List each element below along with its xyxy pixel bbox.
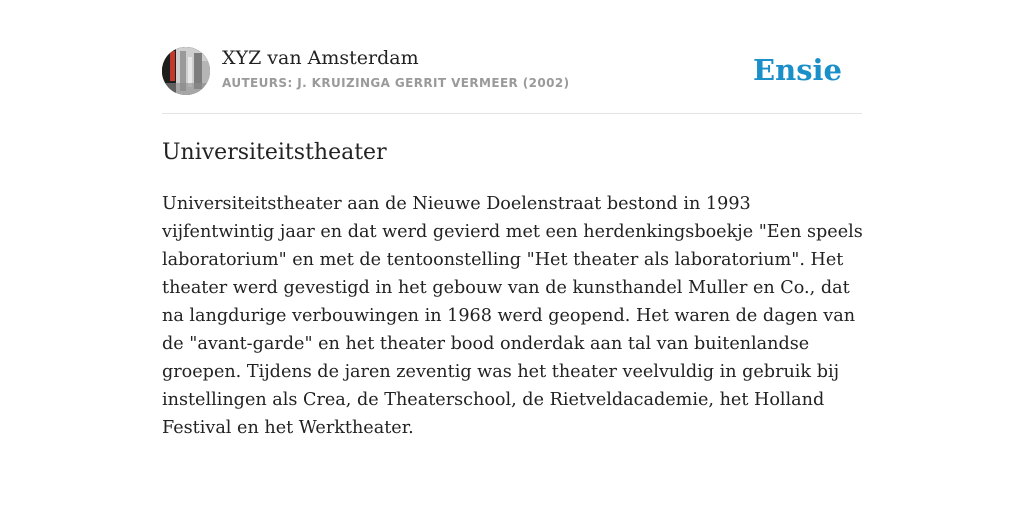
authors-line: AUTEURS: J. KRUIZINGA GERRIT VERMEER (2002) [222, 76, 570, 90]
book-cover-image [162, 47, 210, 95]
book-cover-avatar[interactable] [162, 47, 210, 95]
entry-title: Universiteitstheater [162, 140, 387, 165]
header-divider [162, 113, 862, 114]
ensie-logo[interactable]: Ensie [753, 53, 842, 87]
entry-header [162, 46, 862, 96]
book-title[interactable]: XYZ van Amsterdam [222, 47, 419, 69]
entry-body: Universiteitstheater aan de Nieuwe Doelenstraat bestond in 1993 vijfentwintig jaar en dat werd gevierd met een herdenkingsboekje "Een speels laboratorium" en met de tentoonstelling "Het theater als laboratorium". Het theater werd gevestigd in het gebouw van de kunsthandel Muller en Co., dat na langdurige verbouwingen in 1968 werd geopend. Het waren de dagen van de "avant-garde" en het theater bood onderdak aan tal van buitenlandse groepen. Tijdens de jaren zeventig was het theater veelvuldig in gebruik bij instellingen als Crea, de Theaterschool, de Rietveldacademie, het Holland Festival en het Werktheater. [162, 194, 863, 438]
